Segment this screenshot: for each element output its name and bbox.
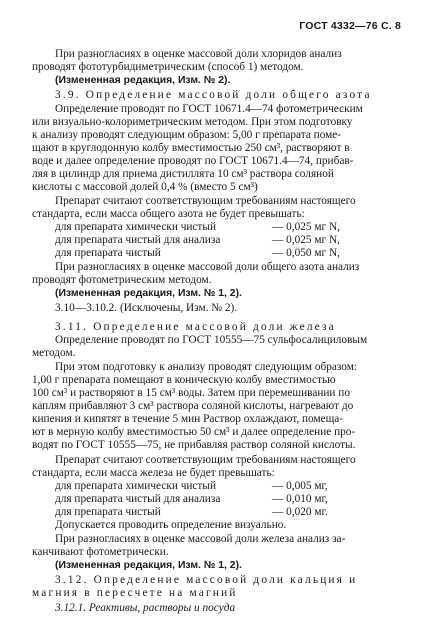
- iron-grade-label: для препарата чистый для анализа: [55, 493, 221, 505]
- text-line: Препарат считают соответствующим требованиям настоящего: [55, 195, 356, 207]
- iron-grade-label: для препарата чистый: [55, 506, 161, 518]
- iron-grade-value: — 0,005 мг,: [272, 480, 328, 492]
- text-line: канчивают фотометрически.: [32, 546, 169, 558]
- text-line: кипения и кипятят в течение 5 мин Раствор охлаждают, помеща-: [32, 413, 344, 425]
- amendment-note: (Измененная редакция, Изм. № 1, 2).: [55, 288, 242, 299]
- text-line: При этом подготовку к анализу проводят следующим образом:: [55, 361, 357, 373]
- text-line: Определение проводят по ГОСТ 10555—75 сульфосалициловым: [55, 334, 368, 346]
- nitrogen-grade-label: для препарата химически чистый: [55, 221, 217, 233]
- text-line: проводят фототурбидиметрическим (способ 1) методом.: [32, 61, 304, 73]
- section-heading: 3.11. Определение массовой доли железа: [55, 321, 336, 333]
- section-heading: 3.9. Определение массовой доли общего азота: [55, 89, 372, 101]
- nitrogen-grade-value: — 0,050 мг N,: [272, 247, 340, 259]
- iron-grade-value: — 0,010 мг,: [272, 493, 328, 505]
- text-line: Допускается проводить определение визуально.: [55, 519, 287, 531]
- text-line: Определение проводят по ГОСТ 10671.4—74 фотометрическим: [55, 103, 363, 115]
- text-line: каплям прибавляют 3 см³ раствора соляной кислоты, нагревают до: [32, 400, 354, 412]
- iron-grade-value: — 0,020 мг.: [272, 506, 328, 518]
- text-line: ляя в цилиндр для приема дистиллята 10 см³ раствора соляной: [32, 168, 334, 180]
- nitrogen-grade-value: — 0,025 мг N,: [272, 221, 340, 233]
- text-line: к анализу проводят следующим образом: 5,00 г препарата поме-: [32, 129, 342, 141]
- text-line: методом.: [32, 347, 76, 359]
- text-line: Препарат считают соответствующим требованиям настоящего: [55, 454, 356, 466]
- text-line: кислоты с массовой долей 0,4 % (вместо 5 см³): [32, 181, 258, 193]
- text-line: При разногласиях в оценке массовой доли хлоридов анализ: [55, 48, 342, 60]
- section-heading: магния в пересчете на магний: [32, 587, 238, 599]
- page-header: ГОСТ 4332—76 С. 8: [299, 20, 401, 32]
- text-line: ют в мерную колбу вместимостью 50 см³ и далее определение про-: [32, 426, 356, 438]
- section-heading: 3.12. Определение массовой доли кальция и: [55, 574, 358, 586]
- text-line: щают в круглодонную колбу вместимостью 250 см³, растворяют в: [32, 142, 350, 154]
- text-line: При разногласиях в оценке массовой доли общего азота анализ: [55, 261, 360, 273]
- text-line: 1,00 г препарата помещают в коническую колбу вместимостью: [32, 374, 336, 386]
- text-line: воде и далее определение проводят по ГОСТ 10671.4—74, прибав-: [32, 155, 354, 167]
- text-line: или визуально-колориметрическим методом. При этом подготовку: [32, 116, 353, 128]
- nitrogen-grade-value: — 0,025 мг N,: [272, 234, 340, 246]
- text-line: стандарта, если масса железа не будет превышать:: [32, 467, 275, 479]
- text-line: При разногласиях в оценке массовой доли железа анализ за-: [55, 533, 346, 545]
- text-line: 3.10—3.10.2. (Исключены, Изм. № 2).: [55, 302, 238, 314]
- text-line: водят по ГОСТ 10555—75, не прибавляя раствор соляной кислоты.: [32, 439, 356, 451]
- text-line: стандарта, если масса общего азота не будет превышать:: [32, 208, 305, 220]
- nitrogen-grade-label: для препарата чистый: [55, 247, 161, 259]
- nitrogen-grade-label: для препарата чистый для анализа: [55, 234, 221, 246]
- amendment-note: (Измененная редакция, Изм. № 2).: [55, 75, 231, 86]
- subsection-heading: 3.12.1. Реактивы, растворы и посуда: [55, 602, 236, 614]
- iron-grade-label: для препарата химически чистый: [55, 480, 217, 492]
- text-line: 100 см³ и растворяют в 15 см³ воды. Затем при перемешивании по: [32, 387, 351, 399]
- amendment-note: (Измененная редакция, Изм. № 1, 2).: [55, 560, 242, 571]
- text-line: проводят фотометрическим методом.: [32, 274, 212, 286]
